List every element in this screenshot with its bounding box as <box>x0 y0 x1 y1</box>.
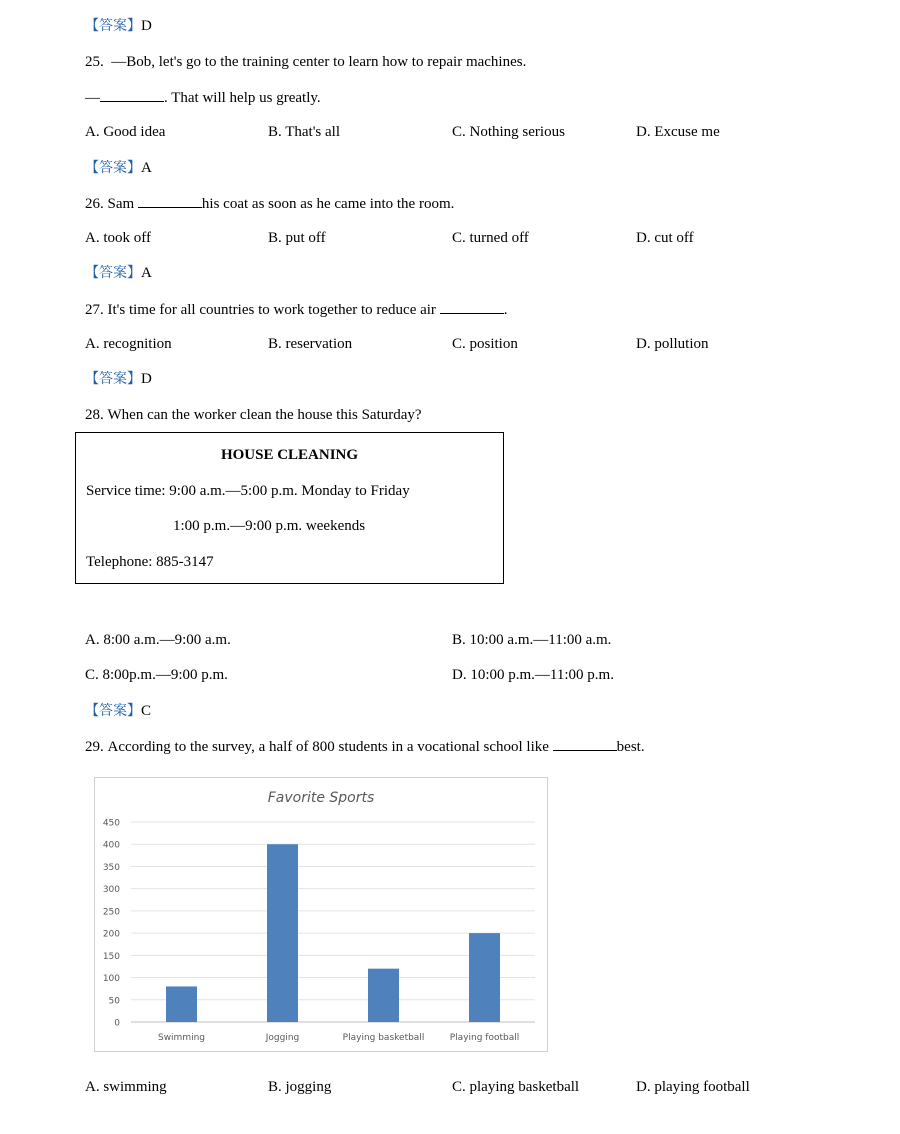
answer-q28 <box>85 701 151 721</box>
option-d[interactable]: D. cut off <box>636 230 694 246</box>
question-27 <box>85 299 507 320</box>
answer-q27 <box>85 369 152 389</box>
question-text-end: . <box>503 302 508 318</box>
question-text-after: best. <box>616 739 645 755</box>
reply-dash: — <box>85 90 100 106</box>
answer-value: A <box>141 265 152 281</box>
answer-label: 【答案】 <box>85 160 141 176</box>
option-c[interactable]: C. turned off <box>452 230 529 246</box>
option-a[interactable]: A. Good idea <box>85 124 166 140</box>
question-number: 29. <box>85 739 104 755</box>
option-a[interactable]: A. recognition <box>85 336 172 352</box>
y-tick-label: 450 <box>102 818 120 829</box>
notice-weekend-time: 1:00 p.m.—9:00 p.m. weekends <box>173 518 366 534</box>
option-c[interactable]: C. playing basketball <box>452 1079 580 1095</box>
chart-canvas <box>95 778 547 1051</box>
option-d[interactable]: D. pollution <box>636 336 709 352</box>
question-26 <box>85 193 454 214</box>
option-b[interactable]: B. jogging <box>268 1079 332 1095</box>
option-a[interactable]: A. swimming <box>85 1079 167 1095</box>
answer-label: 【答案】 <box>85 703 141 719</box>
option-b[interactable]: B. That's all <box>268 124 341 140</box>
house-cleaning-notice <box>75 432 504 584</box>
option-d[interactable]: D. playing football <box>636 1079 750 1095</box>
question-text: Sam <box>107 196 135 212</box>
question-number: 27. <box>85 302 104 318</box>
answer-label: 【答案】 <box>85 18 141 34</box>
question-text: According to the survey, a half of 800 students in a vocational school like <box>107 739 549 755</box>
question-number: 28. <box>85 407 104 423</box>
x-tick-label: Jogging <box>265 1033 300 1043</box>
chart-y-ticks <box>103 819 120 1029</box>
bar-swimming <box>166 986 197 1022</box>
option-b[interactable]: B. 10:00 a.m.—11:00 a.m. <box>452 632 612 648</box>
question-number: 26. <box>85 196 104 212</box>
notice-service-time: Service time: 9:00 a.m.—5:00 p.m. Monday to Friday <box>86 483 410 499</box>
blank-field <box>553 736 617 751</box>
answer-value: A <box>141 160 152 176</box>
answer-q25 <box>85 158 152 178</box>
y-tick-label: 50 <box>108 996 120 1007</box>
y-tick-label: 350 <box>102 862 120 873</box>
option-c[interactable]: C. position <box>452 336 518 352</box>
blank-field <box>100 87 164 102</box>
blank-field <box>440 299 504 314</box>
question-text: When can the worker clean the house this Saturday? <box>107 407 422 423</box>
reply-text: . That will help us greatly. <box>164 90 321 106</box>
notice-title: HOUSE CLEANING <box>220 447 359 463</box>
option-d[interactable]: D. Excuse me <box>636 124 720 140</box>
y-tick-label: 100 <box>102 974 120 985</box>
y-tick-label: 0 <box>114 1018 120 1029</box>
bar-playing-football <box>469 933 500 1022</box>
answer-q26 <box>85 263 152 283</box>
chart-title: Favorite Sports <box>267 790 375 806</box>
bar-playing-basketball <box>368 969 399 1022</box>
answer-label: 【答案】 <box>85 265 141 281</box>
question-text: —Bob, let's go to the training center to learn how to repair machines. <box>111 54 527 70</box>
answer-value: C <box>141 703 152 719</box>
option-c[interactable]: C. 8:00p.m.—9:00 p.m. <box>85 667 228 683</box>
answer-value: D <box>141 18 152 34</box>
question-number: 25. <box>85 54 104 70</box>
x-tick-label: Playing football <box>449 1033 520 1043</box>
x-tick-label: Playing basketball <box>342 1033 425 1043</box>
option-b[interactable]: B. reservation <box>268 336 353 352</box>
y-tick-label: 400 <box>102 840 120 851</box>
question-25 <box>85 52 526 72</box>
bar-jogging <box>267 844 298 1022</box>
option-a[interactable]: A. 8:00 a.m.—9:00 a.m. <box>85 632 231 648</box>
y-tick-label: 250 <box>102 907 120 918</box>
option-a[interactable]: A. took off <box>85 230 151 246</box>
option-b[interactable]: B. put off <box>268 230 326 246</box>
answer-q24 <box>85 16 152 36</box>
x-tick-label: Swimming <box>157 1033 206 1043</box>
option-c[interactable]: C. Nothing serious <box>452 124 565 140</box>
y-tick-label: 150 <box>102 951 120 962</box>
chart-x-ticks <box>158 1033 519 1043</box>
question-29 <box>85 736 645 757</box>
answer-label: 【答案】 <box>85 371 141 387</box>
question-text: It's time for all countries to work together to reduce air <box>107 302 436 318</box>
notice-telephone: Telephone: 885-3147 <box>86 554 214 570</box>
option-d[interactable]: D. 10:00 p.m.—11:00 p.m. <box>452 667 614 683</box>
y-tick-label: 300 <box>102 885 120 896</box>
question-28 <box>85 405 422 425</box>
blank-field <box>138 193 202 208</box>
y-tick-label: 200 <box>102 929 120 940</box>
question-text-after: his coat as soon as he came into the room. <box>201 196 455 212</box>
answer-value: D <box>141 371 152 387</box>
favorite-sports-chart <box>94 777 548 1052</box>
question-25-reply <box>85 87 321 108</box>
